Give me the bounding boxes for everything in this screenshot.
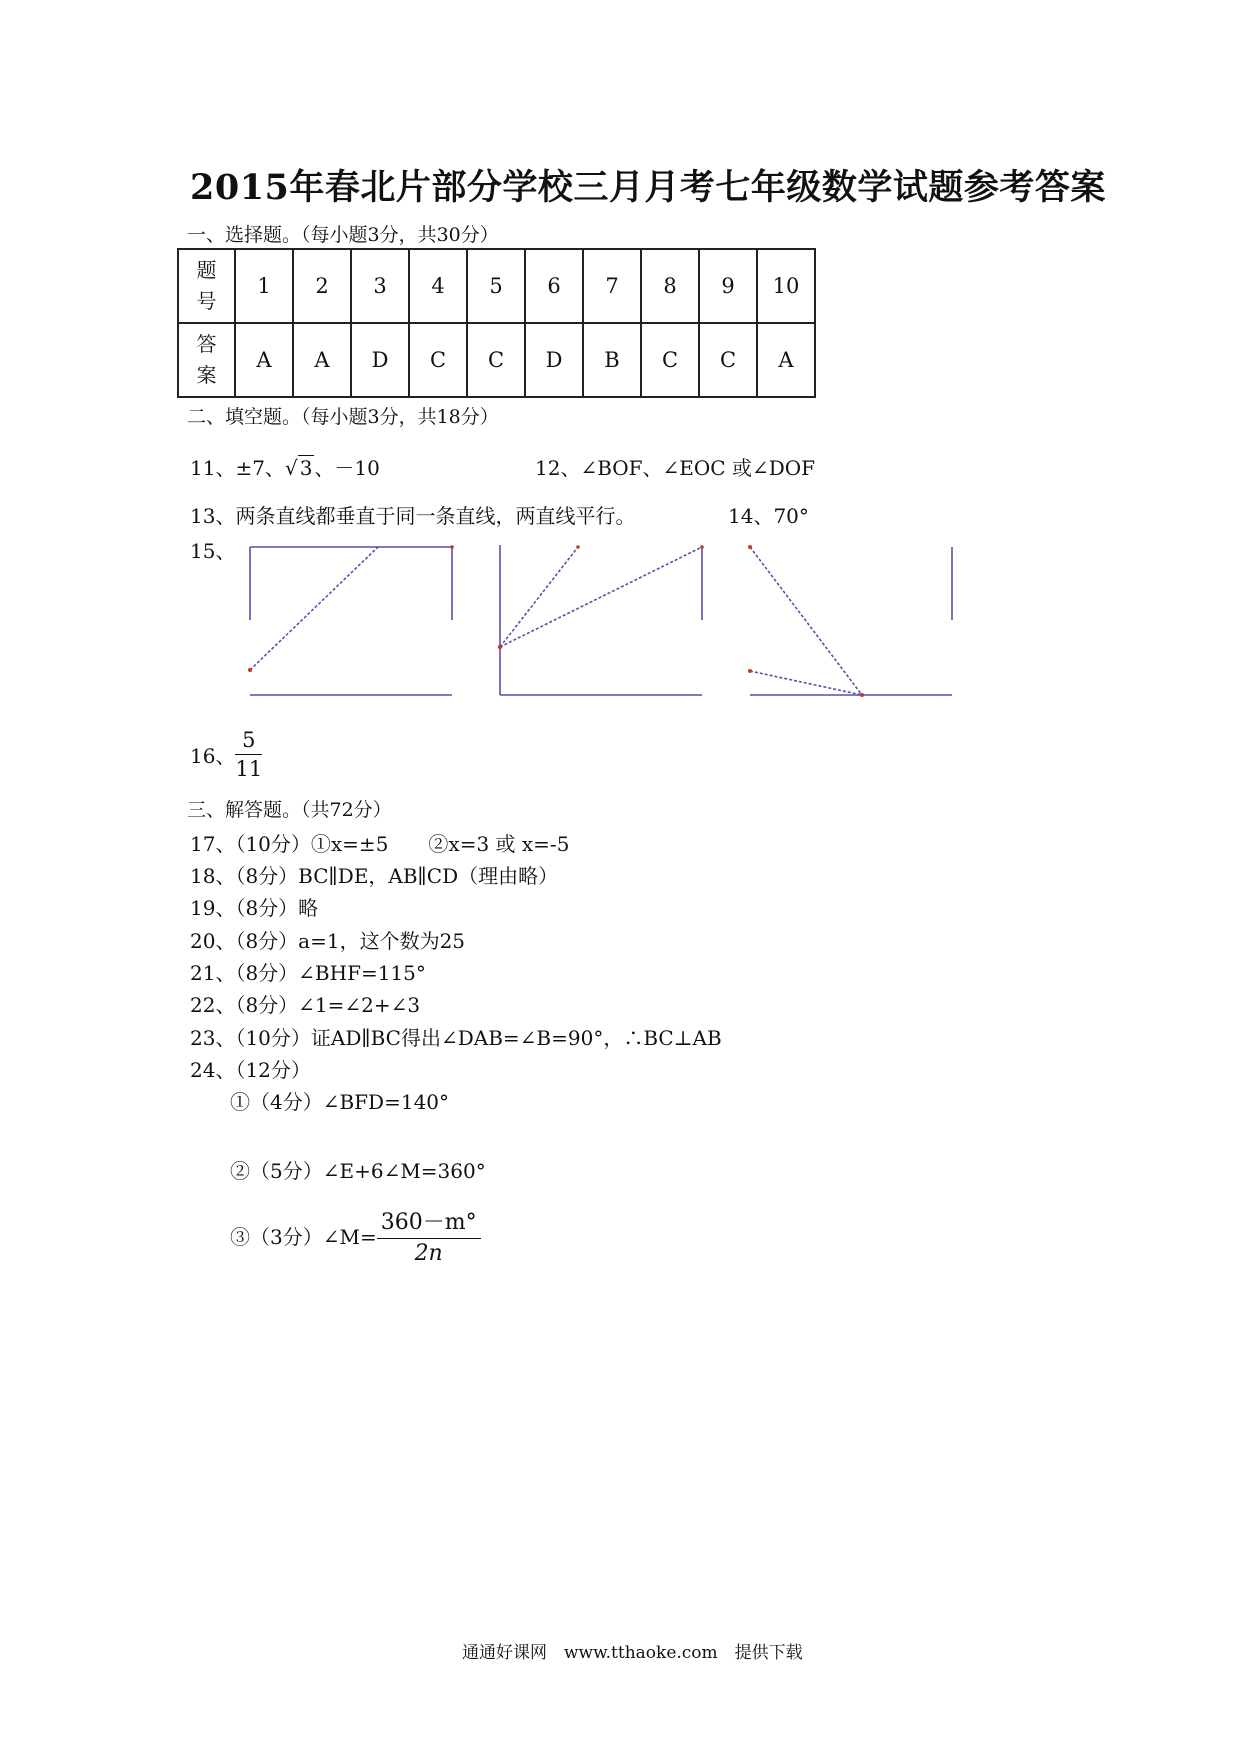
table-row-numbers: [178, 249, 815, 323]
fraction: [377, 1205, 481, 1266]
q13-answer: 13、两条直线都垂直于同一条直线，两直线平行。: [190, 504, 636, 528]
answer-cell: A: [235, 323, 293, 397]
question-number: 2: [293, 249, 351, 323]
q12-answer: 12、∠BOF、∠EOC 或∠DOF: [535, 456, 816, 480]
section1-heading: 一、选择题。（每小题3分，共30分）: [187, 224, 499, 246]
page-title: 2015年春北片部分学校三月月考七年级数学试题参考答案: [190, 167, 1106, 208]
section2-heading: 二、填空题。（每小题3分，共18分）: [187, 406, 499, 428]
fraction-numerator: 5: [235, 728, 262, 755]
header-char: 案: [196, 363, 217, 387]
header-char: 号: [196, 289, 217, 313]
question-number: 10: [757, 249, 815, 323]
row-header-number: [178, 249, 235, 323]
q24-part1: ①（4分）∠BFD=140°: [230, 1090, 450, 1114]
q16-answer: [190, 728, 262, 781]
question-number: 7: [583, 249, 641, 323]
answer-cell: B: [583, 323, 641, 397]
figure-dashed-line: [500, 547, 578, 647]
figure-point: [748, 669, 752, 673]
answer-cell: A: [757, 323, 815, 397]
fraction-denominator: 11: [235, 757, 263, 781]
answer-cell: C: [699, 323, 757, 397]
q17-answer: 17、（10分）①x=±5 ②x=3 或 x=-5: [190, 832, 570, 856]
q11-answer: [190, 452, 380, 481]
question-number: 4: [409, 249, 467, 323]
q24-heading: 24、（12分）: [190, 1058, 311, 1082]
q20-answer: 20、（8分）a=1，这个数为25: [190, 929, 466, 953]
q21-answer: 21、（8分）∠BHF=115°: [190, 961, 426, 985]
figure-point: [860, 693, 864, 697]
q18-answer: 18、（8分）BC∥DE，AB∥CD（理由略）: [190, 864, 559, 888]
figure-point: [576, 545, 580, 549]
header-char: 题: [196, 258, 217, 282]
question-number: 9: [699, 249, 757, 323]
answer-cell: C: [467, 323, 525, 397]
footer-credit: 通通好课网 www.tthaoke.com 提供下载: [462, 1643, 803, 1663]
q24-part3: [230, 1205, 481, 1266]
q19-answer: 19、（8分）略: [190, 896, 319, 920]
row-header-answer: [178, 323, 235, 397]
answer-table: [177, 248, 816, 398]
question-number: 8: [641, 249, 699, 323]
q16-prefix: 16、: [190, 744, 236, 768]
figure-dashed-line: [750, 547, 862, 695]
question-number: 1: [235, 249, 293, 323]
q24-part3-prefix: ③（3分）∠M=: [230, 1225, 377, 1249]
section3-heading: 三、解答题。（共72分）: [187, 799, 392, 821]
sqrt-expression: √ 3: [284, 456, 313, 480]
figure-dashed-line: [500, 547, 702, 647]
figure-point: [498, 645, 502, 649]
answer-cell: C: [409, 323, 467, 397]
fraction-numerator: 360－m°: [377, 1205, 481, 1239]
question-number: 3: [351, 249, 409, 323]
q22-answer: 22、（8分）∠1=∠2+∠3: [190, 993, 421, 1017]
fraction-denominator: 2n: [414, 1241, 443, 1266]
answer-cell: C: [641, 323, 699, 397]
figure-dashed-line: [750, 671, 862, 695]
question-number: 6: [525, 249, 583, 323]
q24-part2: ②（5分）∠E+6∠M=360°: [230, 1159, 486, 1183]
q14-answer: 14、70°: [728, 504, 809, 528]
answer-cell: A: [293, 323, 351, 397]
q11-suffix: 、－10: [314, 456, 380, 480]
figure-point: [700, 545, 704, 549]
q15-figure-2: [490, 535, 720, 705]
figure-point: [450, 545, 454, 549]
table-row-answers: [178, 323, 815, 397]
figure-dashed-line: [250, 547, 378, 670]
q15-figure-1: [240, 535, 470, 705]
figure-point: [748, 545, 752, 549]
sqrt-radicand: 3: [299, 456, 313, 480]
q11-prefix: 11、±7、: [190, 456, 285, 480]
answer-cell: D: [525, 323, 583, 397]
answer-cell: D: [351, 323, 409, 397]
fraction: [235, 728, 262, 781]
header-char: 答: [196, 332, 217, 356]
q15-label: 15、: [190, 539, 236, 563]
q15-figure-3: [740, 535, 970, 705]
q23-answer: 23、（10分）证AD∥BC得出∠DAB=∠B=90°，∴BC⊥AB: [190, 1026, 722, 1050]
question-number: 5: [467, 249, 525, 323]
figure-point: [248, 668, 252, 672]
